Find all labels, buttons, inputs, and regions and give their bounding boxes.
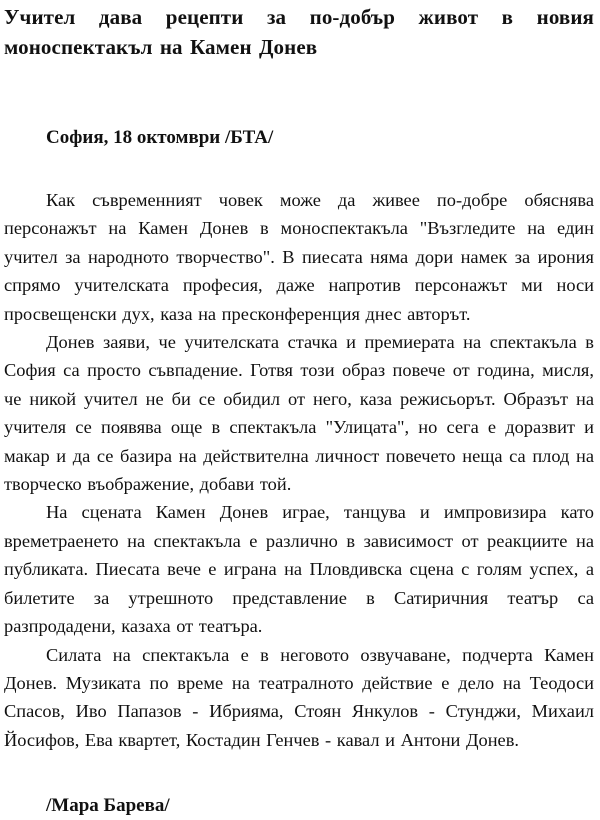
- article-paragraph: Как съвременният човек може да живее по-добре обяснява персонажът на Камен Донев в моноспектакъла "Възгледите на един учител за народното творчество". В пиесата няма дори намек за ирония спрямо учителската професия, даже напротив персонажът ми носи просвещенски дух, каза на пресконференция днес авторът.: [4, 190, 594, 324]
- article-paragraph: Силата на спектакъла е в неговото озвучаване, подчерта Камен Донев. Музиката по време на театралното действие е дело на Теодоси Спасов, Иво Папазов - Ибрияма, Стоян Янкулов - Стунджи, Михаил Йосифов, Ева квартет, Костадин Генчев - кавал и Антони Донев.: [4, 644, 594, 750]
- article-dateline: София, 18 октомври /БТА/: [46, 127, 274, 148]
- article-body: [4, 186, 594, 754]
- article-paragraph: Донев заяви, че учителската стачка и премиерата на спектакъла в София са просто съвпадение. Готвя този образ повече от година, мисля, че никой учител не би се обидил от него, каза режисьорът. Образът на учителя се появява още в спектакъла "Улицата", но сега е доразвит и макар и да се базира на действителна личност повечето неща са плод на творческо въображение, добави той.: [4, 332, 594, 495]
- article-headline: Учител дава рецепти за по-добър живот в новия моноспектакъл на Камен Донев: [4, 5, 594, 59]
- article-paragraph: На сцената Камен Донев играе, танцува и импровизира като времетраенето на спектакъла е различно в зависимост от реакциите на публиката. Пиесата вече е играна на Пловдивска сцена с голям успех, а билетите за утрешното представление в Сатиричния театър са разпродадени, казаха от театъра.: [4, 502, 594, 637]
- article-byline: /Мара Барева/: [46, 795, 170, 817]
